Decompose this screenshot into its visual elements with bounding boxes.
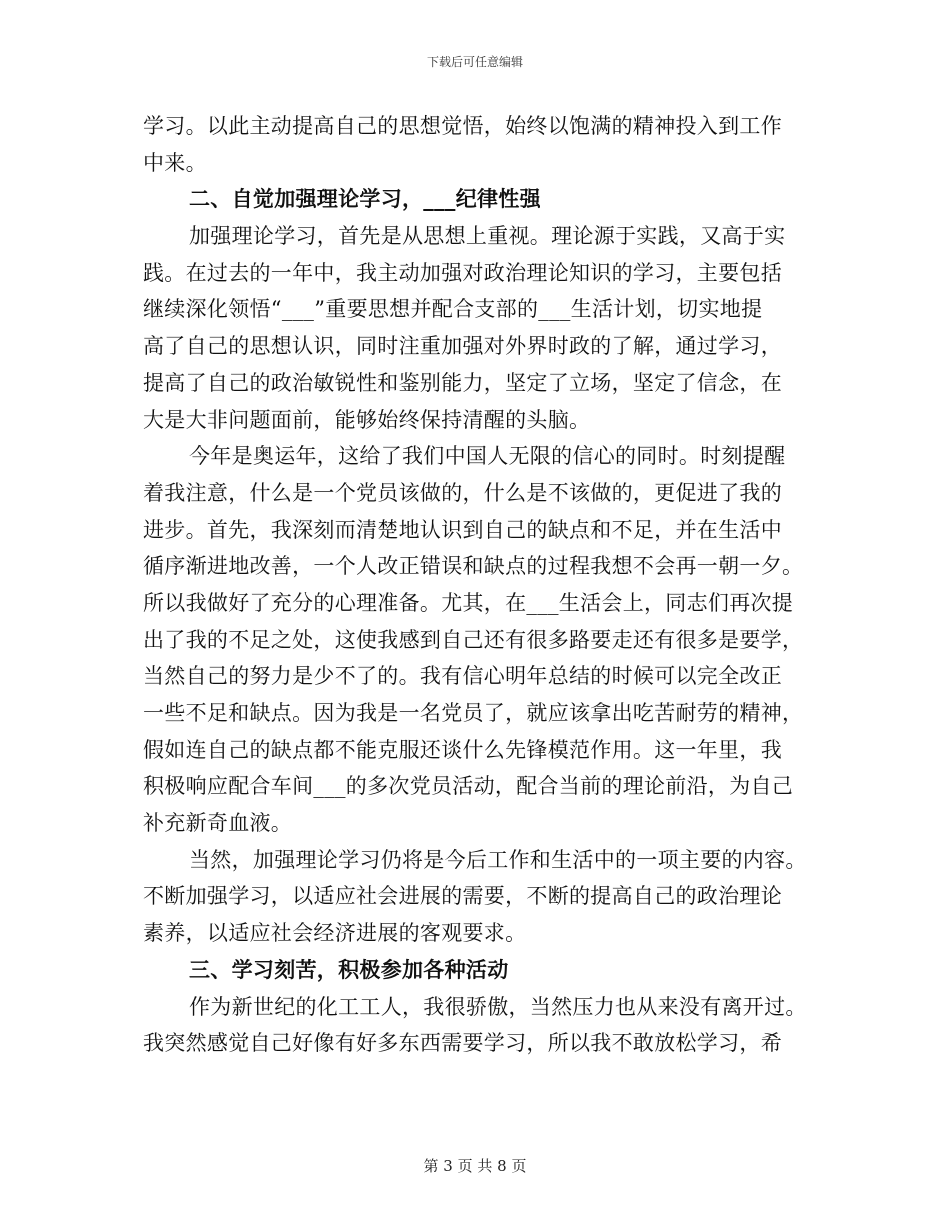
paragraph-start-line: 作为新世纪的化工工人，我很骄傲，当然压力也从来没有离开过。	[189, 994, 807, 1019]
text-line: 着我注意，什么是一个党员该做的，什么是不该做的，更促进了我的	[143, 480, 782, 505]
section-heading: 二、自觉加强理论学习，___纪律性强	[189, 186, 541, 212]
text-line: 积极响应配合车间___的多次党员活动，配合当前的理论前沿，为自己	[143, 774, 794, 799]
paragraph-start-line: 加强理论学习，首先是从思想上重视。理论源于实践，又高于实	[189, 224, 786, 249]
text-line: 不断加强学习，以适应社会进展的需要，不断的提高自己的政治理论	[143, 884, 782, 909]
page-header: 下载后可任意编辑	[426, 55, 523, 69]
text-line: 继续深化领悟“___”重要思想并配合支部的___生活计划，切实地提	[143, 297, 763, 322]
text-line: 出了我的不足之处，这使我感到自己还有很多路要走还有很多是要学，	[143, 627, 804, 652]
text-line: 补充新奇血液。	[143, 811, 293, 836]
text-line: 当然自己的努力是少不了的。我有信心明年总结的时候可以完全改正	[143, 664, 782, 689]
paragraph-start-line: 当然，加强理论学习仍将是今后工作和生活中的一项主要的内容。	[189, 847, 807, 872]
text-line: 大是大非问题面前，能够始终保持清醒的头脑。	[143, 407, 591, 432]
text-line: 我突然感觉自己好像有好多东西需要学习，所以我不敢放松学习，希	[143, 1031, 782, 1056]
text-line: 一些不足和缺点。因为我是一名党员了，就应该拿出吃苦耐劳的精神，	[143, 701, 804, 725]
page-footer: 第 3 页 共 8 页	[423, 1157, 527, 1175]
section-heading: 三、学习刻苦，积极参加各种活动	[189, 956, 509, 982]
text-line: 践。在过去的一年中，我主动加强对政治理论知识的学习，主要包括	[143, 260, 782, 285]
text-line: 素养，以适应社会经济进展的客观要求。	[143, 921, 527, 946]
text-line: 中来。	[143, 150, 207, 175]
text-line: 循序渐进地改善，一个人改正错误和缺点的过程我想不会再一朝一夕。	[143, 554, 804, 579]
text-line: 进步。首先，我深刻而清楚地认识到自己的缺点和不足，并在生活中	[143, 517, 782, 542]
paragraph-start-line: 今年是奥运年，这给了我们中国人无限的信心的同时。时刻提醒	[189, 444, 786, 469]
text-line: 所以我做好了充分的心理准备。尤其，在___生活会上，同志们再次提	[143, 590, 794, 615]
text-line: 提高了自己的政治敏锐性和鉴别能力，坚定了立场，坚定了信念，在	[143, 370, 782, 395]
text-line: 高了自己的思想认识，同时注重加强对外界时政的了解，通过学习，	[143, 334, 782, 359]
text-line: 学习。以此主动提高自己的思想觉悟，始终以饱满的精神投入到工作	[143, 114, 782, 138]
text-line: 假如连自己的缺点都不能克服还谈什么先锋模范作用。这一年里，我	[143, 737, 782, 762]
document-body	[143, 108, 813, 1062]
